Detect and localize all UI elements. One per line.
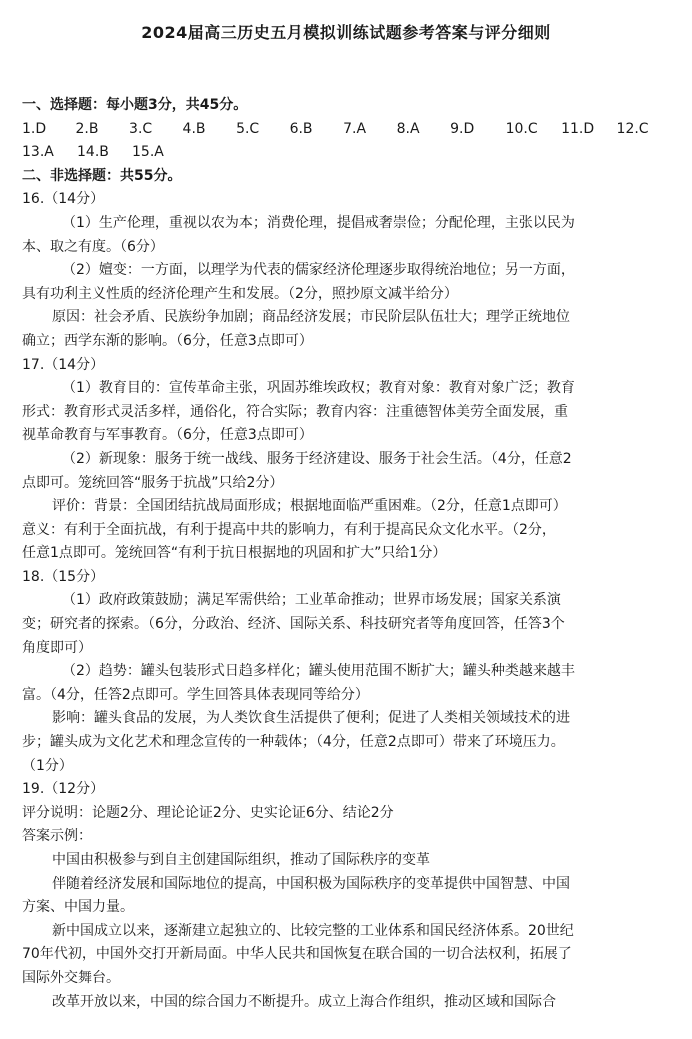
answer-line: 视革命教育与军事教育。（6分，任意3点即可） <box>22 427 313 444</box>
answer-line: 富。（4分，任答2点即可。学生回答具体表现同等给分） <box>22 686 369 703</box>
choice-answer: 15.A <box>132 144 164 161</box>
answer-line: 改革开放以来，中国的综合国力不断提升。成立上海合作组织，推动区域和国际合 <box>52 993 556 1010</box>
answer-line: 评分说明：论题2分、理论论证2分、史实论证6分、结论2分 <box>22 804 394 821</box>
choice-answers-row2 <box>22 141 672 165</box>
section1-heading: 一、选择题：每小题3分，共45分。 <box>22 97 248 113</box>
answer-line: （2）新现象：服务于统一战线、服务于经济建设、服务于社会生活。（4分，任意2 <box>62 450 572 467</box>
choice-answer: 14.B <box>77 144 109 161</box>
choice-answer: 5.C <box>236 120 260 137</box>
choice-answer: 10.C <box>505 120 538 137</box>
answer-line: 确立；西学东渐的影响。（6分，任意3点即可） <box>22 332 313 349</box>
question-heading: 19.（12分） <box>22 781 105 798</box>
choice-answer: 4.B <box>182 120 206 137</box>
choice-answer: 11.D <box>561 120 595 137</box>
choice-answer: 3.C <box>129 120 153 137</box>
choice-answers-row1 <box>22 118 672 142</box>
answer-line: 形式：教育形式灵活多样，通俗化，符合实际；教育内容：注重德智体美劳全面发展，重 <box>22 403 568 420</box>
answer-line: （2）趋势：罐头包装形式日趋多样化；罐头使用范围不断扩大；罐头种类越来越丰 <box>62 663 575 680</box>
choice-answer: 6.B <box>289 120 313 137</box>
answer-line: 变；研究者的探索。（6分，分政治、经济、国际关系、科技研究者等角度回答，任答3个 <box>22 616 565 633</box>
answer-line: 70年代初，中国外交打开新局面。中华人民共和国恢复在联合国的一切合法权利，拓展了 <box>22 946 572 963</box>
question-heading: 17.（14分） <box>22 356 105 373</box>
answer-line: 中国由积极参与到自主创建国际组织，推动了国际秩序的变革 <box>52 852 430 868</box>
answer-line: 具有功利主义性质的经济伦理产生和发展。（2分，照抄原文减半给分） <box>22 285 458 302</box>
choice-answer: 8.A <box>396 120 420 137</box>
answer-line: 答案示例： <box>22 828 92 845</box>
answer-line: （2）嬗变：一方面，以理学为代表的儒家经济伦理逐步取得统治地位；另一方面， <box>62 262 575 279</box>
answer-line: 步；罐头成为文化艺术和理念宣传的一种载体；（4分，任意2点即可）带来了环境压力。 <box>22 734 565 751</box>
answer-line: 伴随着经济发展和国际地位的提高，中国积极为国际秩序的变革提供中国智慧、中国 <box>52 875 570 892</box>
answer-line: 角度即可） <box>22 639 92 656</box>
answer-line: 本、取之有度。（6分） <box>22 238 164 255</box>
choice-answer: 1.D <box>22 120 47 137</box>
answer-line: 意义：有利于全面抗战，有利于提高中共的影响力，有利于提高民众文化水平。（2分， <box>22 521 556 538</box>
choice-answer: 9.D <box>450 120 475 137</box>
answer-line: 影响：罐头食品的发展，为人类饮食生活提供了便利；促进了人类相关领域技术的进 <box>52 710 570 727</box>
document-title: 2024届高三历史五月模拟训练试题参考答案与评分细则 <box>141 23 551 42</box>
choice-answer: 2.B <box>75 120 99 137</box>
answer-line: 任意1点即可。笼统回答“有利于抗日根据地的巩固和扩大”只给1分） <box>22 545 447 562</box>
answer-line: （1分） <box>22 757 73 774</box>
answer-line: （1）生产伦理，重视以农为本；消费伦理，提倡戒奢崇俭；分配伦理，主张以民为 <box>62 214 575 231</box>
answer-body <box>22 94 672 1014</box>
choice-answer: 7.A <box>343 120 367 137</box>
answer-line: 评价：背景：全国团结抗战局面形成；根据地面临严重困难。（2分，任意1点即可） <box>52 498 567 515</box>
choice-answer: 12.C <box>616 120 649 137</box>
question-heading: 16.（14分） <box>22 191 105 208</box>
question-heading: 18.（15分） <box>22 568 105 585</box>
answer-line: 点即可。笼统回答“服务于抗战”只给2分） <box>22 474 284 491</box>
answer-line: （1）教育目的：宣传革命主张，巩固苏维埃政权；教育对象：教育对象广泛；教育 <box>62 380 575 397</box>
answer-line: 原因：社会矛盾、民族纷争加剧；商品经济发展；市民阶层队伍壮大；理学正统地位 <box>52 309 570 326</box>
answer-line: 新中国成立以来，逐渐建立起独立的、比较完整的工业体系和国民经济体系。20世纪 <box>52 922 574 939</box>
answer-line: （1）政府政策鼓励；满足军需供给；工业革命推动；世界市场发展；国家关系演 <box>62 592 561 609</box>
answer-line: 国际外交舞台。 <box>22 969 120 986</box>
choice-answer: 13.A <box>22 144 54 161</box>
answer-line: 方案、中国力量。 <box>22 899 134 916</box>
section2-heading: 二、非选择题：共55分。 <box>22 167 182 184</box>
